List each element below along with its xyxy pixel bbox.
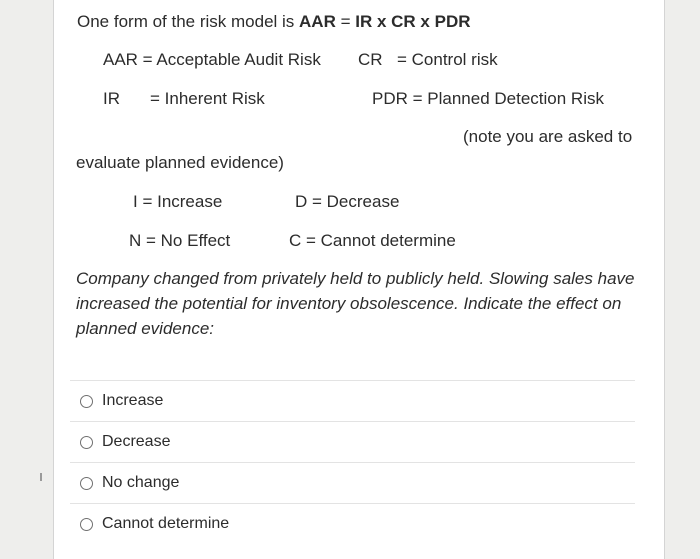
- option-label: Cannot determine: [102, 515, 230, 532]
- formula-aar: AAR: [299, 12, 336, 31]
- radio-button-icon[interactable]: [80, 518, 93, 531]
- formula-intro: One form of the risk model is: [77, 12, 300, 31]
- def-ir: = Inherent Risk: [150, 89, 265, 108]
- legend-no-effect: N = No Effect: [129, 231, 231, 250]
- def-ir-abbr: IR: [103, 89, 120, 108]
- def-cr-abbr: CR: [358, 50, 383, 69]
- option-cannot-determine[interactable]: [70, 503, 635, 544]
- answer-options: [70, 380, 635, 544]
- formula-equals: =: [335, 12, 356, 31]
- radio-button-icon[interactable]: [80, 395, 93, 408]
- left-edge-mark: [40, 473, 42, 481]
- option-increase[interactable]: [70, 380, 635, 421]
- option-label: No change: [102, 474, 180, 491]
- radio-button-icon[interactable]: [80, 436, 93, 449]
- legend-decrease: D = Decrease: [295, 192, 400, 211]
- def-aar: AAR = Acceptable Audit Risk: [103, 50, 321, 69]
- formula-line: [77, 12, 471, 32]
- legend-cannot-determine: C = Cannot determine: [289, 231, 456, 250]
- note-line-1: (note you are asked to: [463, 127, 633, 146]
- def-pdr: PDR = Planned Detection Risk: [372, 89, 604, 108]
- option-label: Decrease: [102, 433, 171, 450]
- note-line-2: evaluate planned evidence): [76, 153, 284, 172]
- radio-button-icon[interactable]: [80, 477, 93, 490]
- scenario-text: Company changed from privately held to publicly held. Slowing sales have increased the potential for inventory obsolescence. Indicate the effect on planned evidence:: [76, 269, 635, 338]
- def-cr: = Control risk: [397, 50, 498, 69]
- option-label: Increase: [102, 392, 164, 409]
- formula-product: IR x CR x PDR: [355, 12, 471, 31]
- option-no-change[interactable]: [70, 462, 635, 503]
- option-decrease[interactable]: [70, 421, 635, 462]
- legend-increase: I = Increase: [133, 192, 223, 211]
